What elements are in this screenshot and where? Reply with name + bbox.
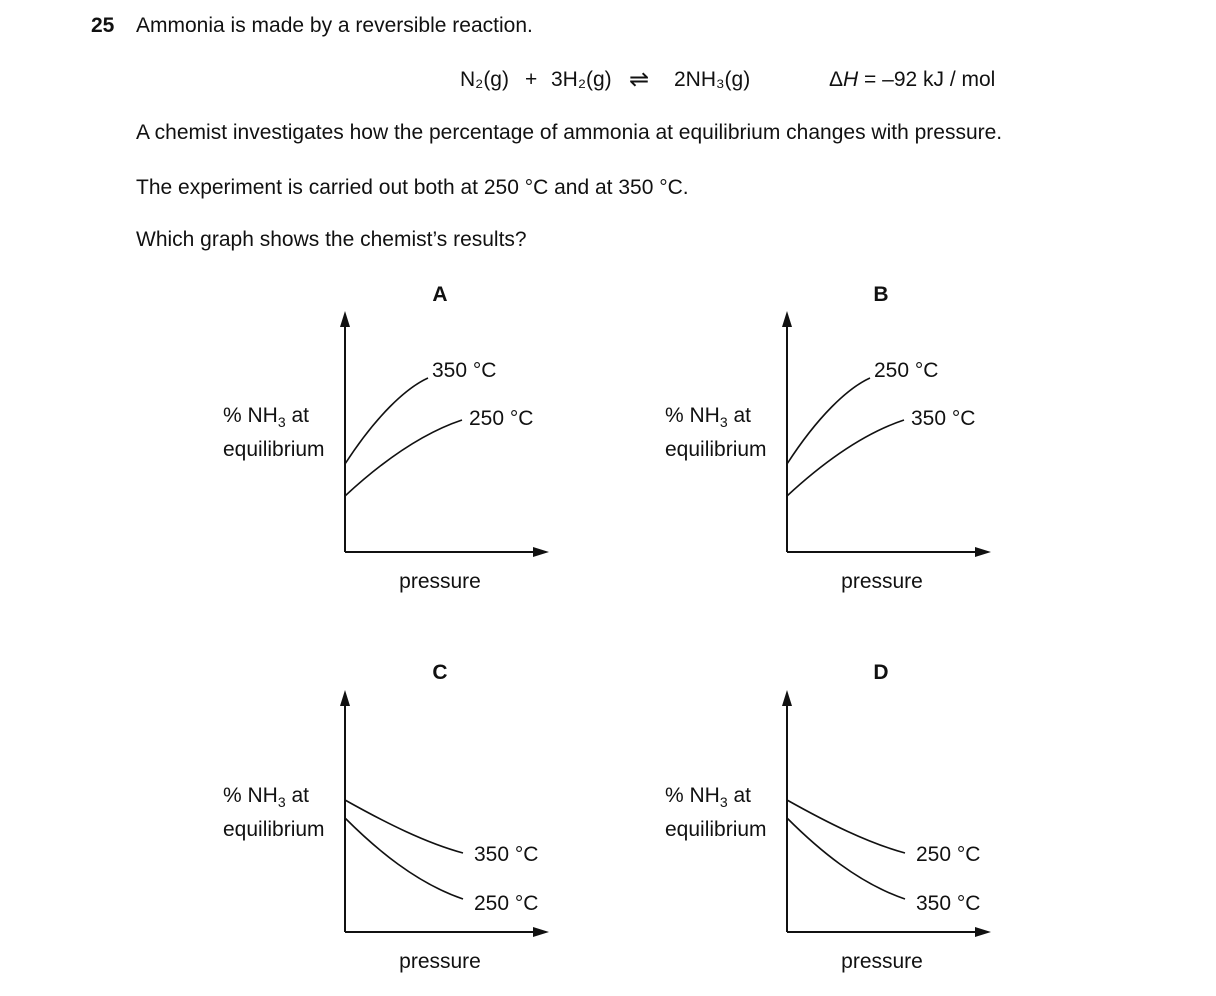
paragraph-question: Which graph shows the chemist’s results? bbox=[136, 228, 527, 251]
paragraph-temperatures: The experiment is carried out both at 250 °C and at 350 °C. bbox=[136, 176, 689, 199]
graph-c-letter: C bbox=[432, 661, 448, 684]
graph-b-letter: B bbox=[873, 283, 889, 306]
graph-d-lower-curve-label: 350 °C bbox=[916, 892, 981, 915]
equation-h2: 3H₂(g) bbox=[551, 68, 612, 91]
graph-c-upper-curve-label: 350 °C bbox=[474, 843, 539, 866]
paragraph-investigation: A chemist investigates how the percentage of ammonia at equilibrium changes with pressure. bbox=[136, 121, 1003, 144]
graph-c-xlabel: pressure bbox=[399, 950, 481, 973]
enthalpy-change bbox=[829, 68, 995, 92]
graph-d-letter: D bbox=[873, 661, 889, 684]
graph-a-ylabel: % $NH_3$ at equilibrium bbox=[223, 404, 325, 462]
equilibrium-arrow-icon: ⇌ bbox=[629, 66, 650, 93]
question-number: 25 bbox=[91, 14, 115, 37]
graph-a-plot bbox=[336, 308, 556, 558]
enthalpy-value: = –92 kJ / mol bbox=[858, 68, 996, 91]
delta-symbol: Δ bbox=[829, 68, 844, 91]
graph-b-ylabel: % $NH_3$ at equilibrium bbox=[665, 404, 767, 462]
graph-a-xlabel: pressure bbox=[399, 570, 481, 593]
graph-b-plot bbox=[778, 308, 998, 558]
graph-d-xlabel: pressure bbox=[841, 950, 923, 973]
equation-nh3: 2NH₃(g) bbox=[674, 68, 751, 91]
graph-d-ylabel: % $NH_3$ at equilibrium bbox=[665, 784, 767, 842]
equation-n2: N₂(g) bbox=[460, 68, 509, 91]
graph-b-xlabel: pressure bbox=[841, 570, 923, 593]
graph-c-lower-curve-label: 250 °C bbox=[474, 892, 539, 915]
graph-b-upper-curve-label: 250 °C bbox=[874, 359, 939, 382]
graph-c-ylabel: % $NH_3$ at equilibrium bbox=[223, 784, 325, 842]
graph-a-upper-curve-label: 350 °C bbox=[432, 359, 497, 382]
graph-b-lower-curve-label: 350 °C bbox=[911, 407, 976, 430]
graph-a-letter: A bbox=[432, 283, 448, 306]
enthalpy-variable: H bbox=[843, 68, 859, 91]
graph-d-upper-curve-label: 250 °C bbox=[916, 843, 981, 866]
equation-plus: + bbox=[525, 68, 538, 91]
graph-a-lower-curve-label: 250 °C bbox=[469, 407, 534, 430]
question-intro: Ammonia is made by a reversible reaction. bbox=[136, 14, 533, 37]
